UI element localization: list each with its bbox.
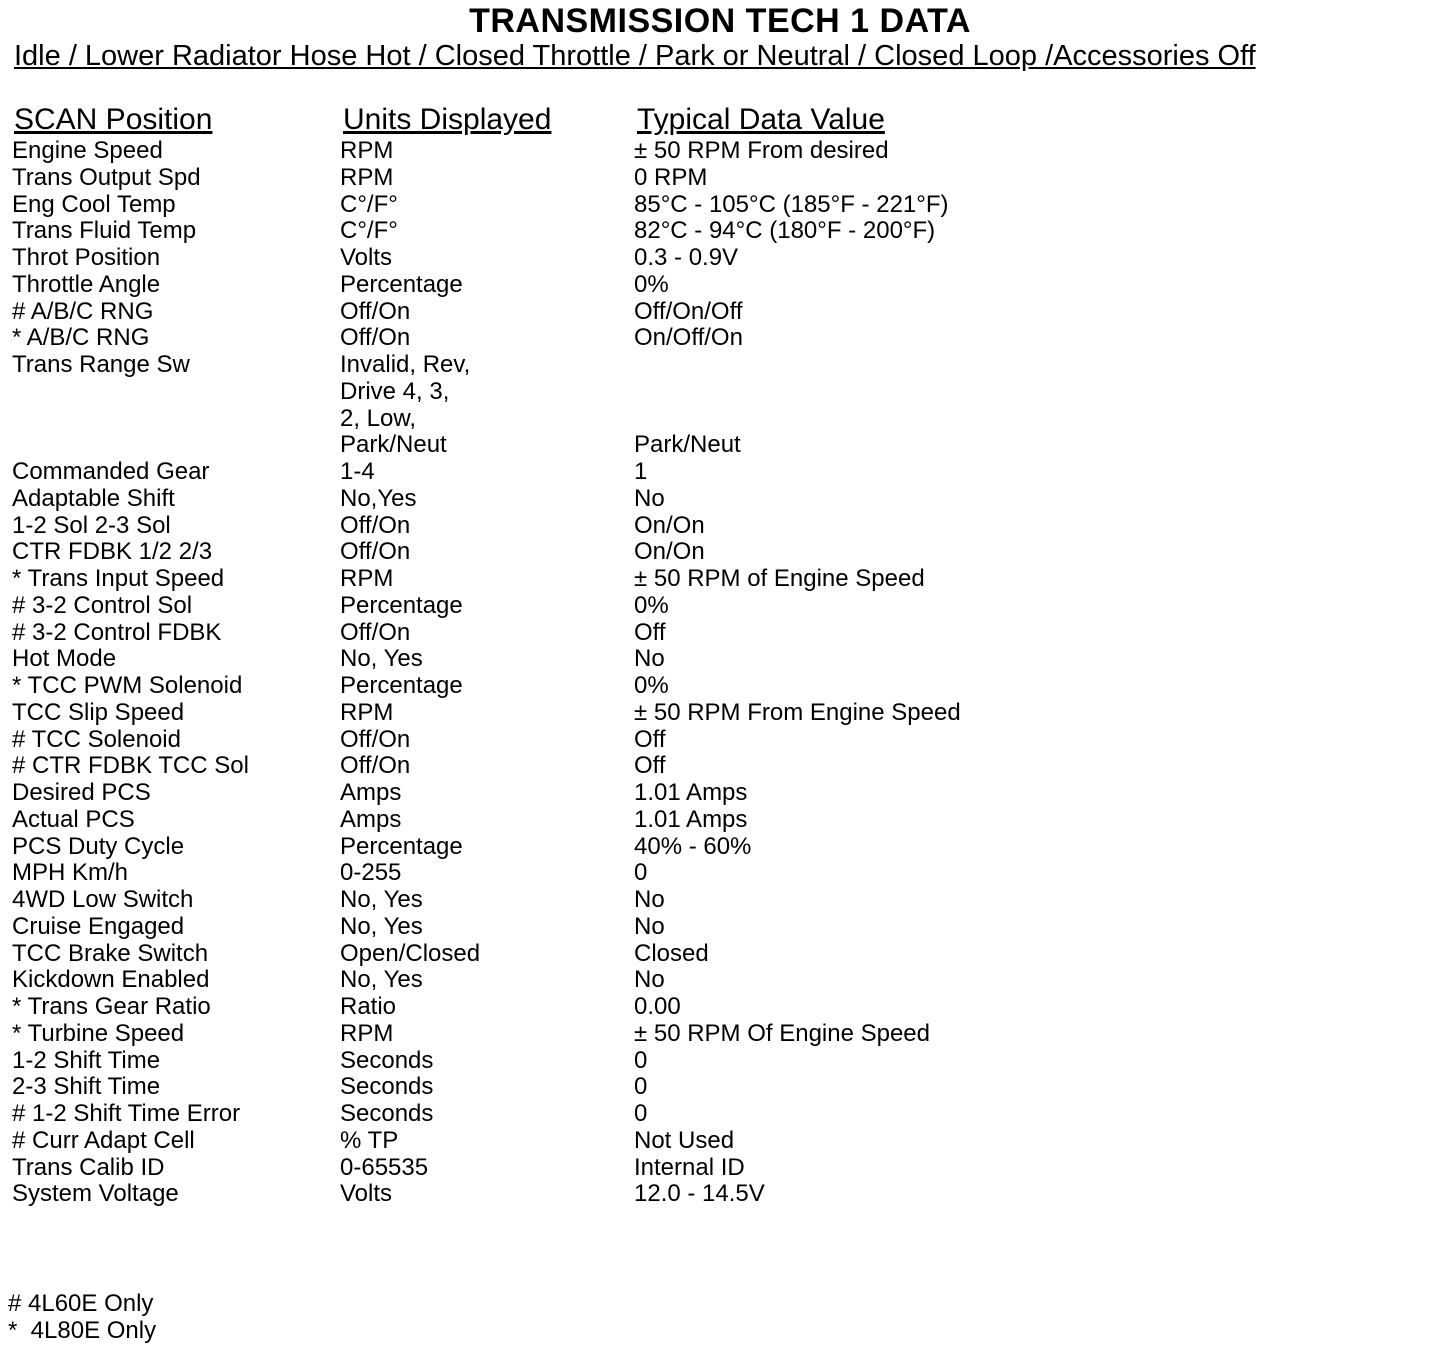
scan-position-cell: # Curr Adapt Cell: [12, 1126, 195, 1154]
scan-position-cell: TCC Brake Switch: [12, 939, 209, 967]
units-displayed-cell: No, Yes: [340, 966, 423, 994]
units-displayed-cell: C°/F°: [340, 217, 398, 245]
table-row: [0, 486, 1440, 513]
table-row: [0, 218, 1440, 245]
typical-data-value-cell: Closed: [634, 939, 709, 967]
table-row: [0, 138, 1440, 165]
scan-position-cell: Throt Position: [12, 244, 161, 271]
typical-data-value-cell: On/On: [634, 538, 705, 566]
table-row: [0, 593, 1440, 620]
table-row: [0, 272, 1440, 299]
scan-position-cell: Trans Fluid Temp: [12, 217, 197, 245]
scan-position-cell: 4WD Low Switch: [12, 886, 194, 913]
units-displayed-cell: No, Yes: [340, 645, 423, 673]
typical-data-value-cell: 1.01 Amps: [634, 779, 748, 806]
typical-data-value-cell: ± 50 RPM Of Engine Speed: [634, 1019, 931, 1047]
scan-position-cell: 1-2 Shift Time: [12, 1046, 161, 1074]
table-row: [0, 914, 1440, 941]
units-displayed-cell: Percentage: [340, 270, 463, 298]
scan-position-cell: Commanded Gear: [12, 458, 210, 485]
column-header-units-displayed: Units Displayed: [343, 103, 552, 136]
typical-data-value-cell: 0: [634, 859, 648, 887]
typical-data-value-cell: No: [634, 966, 665, 994]
scan-position-cell: System Voltage: [12, 1180, 179, 1208]
table-row: [0, 245, 1440, 272]
units-displayed-cell: Amps: [340, 779, 402, 806]
units-displayed-cell: Off/On: [340, 725, 411, 753]
table-row: [0, 1048, 1440, 1075]
units-displayed-cell: Volts: [340, 1180, 393, 1208]
typical-data-value-cell: 0.3 - 0.9V: [634, 244, 739, 271]
units-displayed-cell: RPM: [340, 137, 394, 164]
scan-position-cell: Cruise Engaged: [12, 912, 185, 940]
scan-position-cell: # 3-2 Control Sol: [12, 591, 193, 619]
units-displayed-cell: No, Yes: [340, 886, 423, 913]
table-row: [0, 1181, 1440, 1208]
units-displayed-cell: Seconds: [340, 1100, 434, 1127]
table-row: [0, 1074, 1440, 1101]
scan-position-cell: # A/B/C RNG: [12, 297, 154, 325]
typical-data-value-cell: 0: [634, 1046, 648, 1074]
table-row: [0, 1155, 1440, 1182]
table-row: [0, 620, 1440, 647]
footnote: # 4L60E Only: [8, 1290, 154, 1317]
scan-position-cell: * Turbine Speed: [12, 1019, 185, 1047]
table-row: [0, 780, 1440, 807]
scan-position-cell: Adaptable Shift: [12, 484, 175, 512]
scan-position-cell: CTR FDBK 1/2 2/3: [12, 538, 213, 566]
typical-data-value-cell: Off/On/Off: [634, 297, 743, 325]
typical-data-value-cell: ± 50 RPM From Engine Speed: [634, 698, 961, 726]
table-row: [0, 566, 1440, 593]
table-row: [0, 165, 1440, 192]
scan-position-cell: # CTR FDBK TCC Sol: [12, 752, 249, 780]
scan-position-cell: Hot Mode: [12, 645, 117, 673]
typical-data-value-cell: No: [634, 912, 665, 940]
scan-position-cell: # 3-2 Control FDBK: [12, 618, 222, 646]
scan-position-cell: Trans Range Sw: [12, 351, 190, 378]
table-row: [0, 325, 1440, 352]
typical-data-value-cell: Internal ID: [634, 1153, 745, 1181]
table-row: [0, 646, 1440, 673]
typical-data-value-cell: 0.00: [634, 993, 681, 1020]
typical-data-value-cell: On/Off/On: [634, 324, 743, 352]
units-displayed-cell: Invalid, Rev, Drive 4, 3, 2, Low, Park/Neut: [340, 351, 471, 459]
scan-position-cell: 1-2 Sol 2-3 Sol: [12, 511, 171, 539]
typical-data-value-cell: No: [634, 645, 665, 673]
units-displayed-cell: Off/On: [340, 324, 411, 352]
table-row: [0, 299, 1440, 326]
units-displayed-cell: Seconds: [340, 1046, 434, 1074]
typical-data-value-cell: No: [634, 886, 665, 913]
units-displayed-cell: 0-65535: [340, 1153, 429, 1181]
table-row: [0, 994, 1440, 1021]
document-subtitle: Idle / Lower Radiator Hose Hot / Closed Throttle / Park or Neutral / Closed Loop /Accessories Off: [14, 40, 1256, 72]
typical-data-value-cell: No: [634, 484, 665, 512]
scan-position-cell: TCC Slip Speed: [12, 698, 185, 726]
units-displayed-cell: Off/On: [340, 538, 411, 566]
units-displayed-cell: Seconds: [340, 1073, 434, 1101]
table-row: [0, 860, 1440, 887]
table-row: [0, 352, 1440, 459]
units-displayed-cell: Open/Closed: [340, 939, 481, 967]
scan-position-cell: # 1-2 Shift Time Error: [12, 1100, 241, 1127]
table-row: [0, 1021, 1440, 1048]
units-displayed-cell: Off/On: [340, 618, 411, 646]
typical-data-value-cell: 82°C - 94°C (180°F - 200°F): [634, 217, 936, 245]
typical-data-value-cell: Off: [634, 725, 666, 753]
units-displayed-cell: RPM: [340, 698, 394, 726]
units-displayed-cell: RPM: [340, 1019, 394, 1047]
table-row: [0, 1128, 1440, 1155]
table-row: [0, 1101, 1440, 1128]
scan-position-cell: Actual PCS: [12, 805, 135, 833]
units-displayed-cell: 1-4: [340, 458, 375, 485]
units-displayed-cell: RPM: [340, 163, 394, 191]
table-row: [0, 834, 1440, 861]
typical-data-value-cell: ± 50 RPM From desired: [634, 137, 889, 164]
typical-data-value-cell: Park/Neut: [634, 431, 741, 459]
table-row: [0, 887, 1440, 914]
units-displayed-cell: Percentage: [340, 672, 463, 699]
units-displayed-cell: No, Yes: [340, 912, 423, 940]
scan-position-cell: MPH Km/h: [12, 859, 129, 887]
table-row: [0, 539, 1440, 566]
units-displayed-cell: Amps: [340, 805, 402, 833]
scan-position-cell: Eng Cool Temp: [12, 190, 176, 218]
table-row: [0, 513, 1440, 540]
table-row: [0, 673, 1440, 700]
typical-data-value-cell: 1.01 Amps: [634, 805, 748, 833]
scan-position-cell: Engine Speed: [12, 137, 163, 164]
units-displayed-cell: % TP: [340, 1126, 399, 1154]
typical-data-value-cell: On/On: [634, 511, 705, 539]
table-row: [0, 753, 1440, 780]
typical-data-value-cell: 1: [634, 458, 648, 485]
units-displayed-cell: Percentage: [340, 591, 463, 619]
typical-data-value-cell: 40% - 60%: [634, 832, 752, 860]
scan-position-cell: * TCC PWM Solenoid: [12, 672, 243, 699]
units-displayed-cell: Ratio: [340, 993, 397, 1020]
typical-data-value-cell: Not Used: [634, 1126, 735, 1154]
typical-data-value-cell: Off: [634, 752, 666, 780]
scan-position-cell: Throttle Angle: [12, 270, 161, 298]
column-header-typical-data-value: Typical Data Value: [637, 103, 885, 136]
scan-position-cell: Kickdown Enabled: [12, 966, 210, 994]
units-displayed-cell: 0-255: [340, 859, 402, 887]
data-table: [0, 138, 1440, 1208]
scan-position-cell: * A/B/C RNG: [12, 324, 150, 352]
typical-data-value-cell: 0 RPM: [634, 163, 708, 191]
units-displayed-cell: Off/On: [340, 752, 411, 780]
units-displayed-cell: Off/On: [340, 511, 411, 539]
footnotes: [8, 1290, 156, 1344]
table-row: [0, 459, 1440, 486]
table-row: [0, 192, 1440, 219]
units-displayed-cell: C°/F°: [340, 190, 398, 218]
scan-position-cell: Trans Output Spd: [12, 163, 201, 191]
typical-data-value-cell: ± 50 RPM of Engine Speed: [634, 565, 925, 592]
scan-position-cell: * Trans Gear Ratio: [12, 993, 211, 1020]
units-displayed-cell: Percentage: [340, 832, 463, 860]
typical-data-value-cell: 0%: [634, 672, 669, 699]
scan-position-cell: # TCC Solenoid: [12, 725, 181, 753]
table-row: [0, 700, 1440, 727]
units-displayed-cell: Off/On: [340, 297, 411, 325]
units-displayed-cell: No,Yes: [340, 484, 417, 512]
typical-data-value-cell: 0%: [634, 270, 669, 298]
table-row: [0, 941, 1440, 968]
scan-position-cell: 2-3 Shift Time: [12, 1073, 161, 1101]
typical-data-value-cell: 0: [634, 1073, 648, 1101]
typical-data-value-cell: 0: [634, 1100, 648, 1127]
footnote: * 4L80E Only: [8, 1317, 157, 1344]
table-row: [0, 727, 1440, 754]
table-row: [0, 967, 1440, 994]
units-displayed-cell: RPM: [340, 565, 394, 592]
scan-position-cell: Desired PCS: [12, 779, 151, 806]
document-title: TRANSMISSION TECH 1 DATA: [469, 2, 971, 40]
typical-data-value-cell: Off: [634, 618, 666, 646]
column-header-scan-position: SCAN Position: [14, 103, 213, 136]
scan-position-cell: Trans Calib ID: [12, 1153, 165, 1181]
scan-position-cell: PCS Duty Cycle: [12, 832, 185, 860]
scan-position-cell: * Trans Input Speed: [12, 565, 225, 592]
table-row: [0, 807, 1440, 834]
typical-data-value-cell: 0%: [634, 591, 669, 619]
typical-data-value-cell: 12.0 - 14.5V: [634, 1180, 765, 1208]
units-displayed-cell: Volts: [340, 244, 393, 271]
typical-data-value-cell: 85°C - 105°C (185°F - 221°F): [634, 190, 949, 218]
